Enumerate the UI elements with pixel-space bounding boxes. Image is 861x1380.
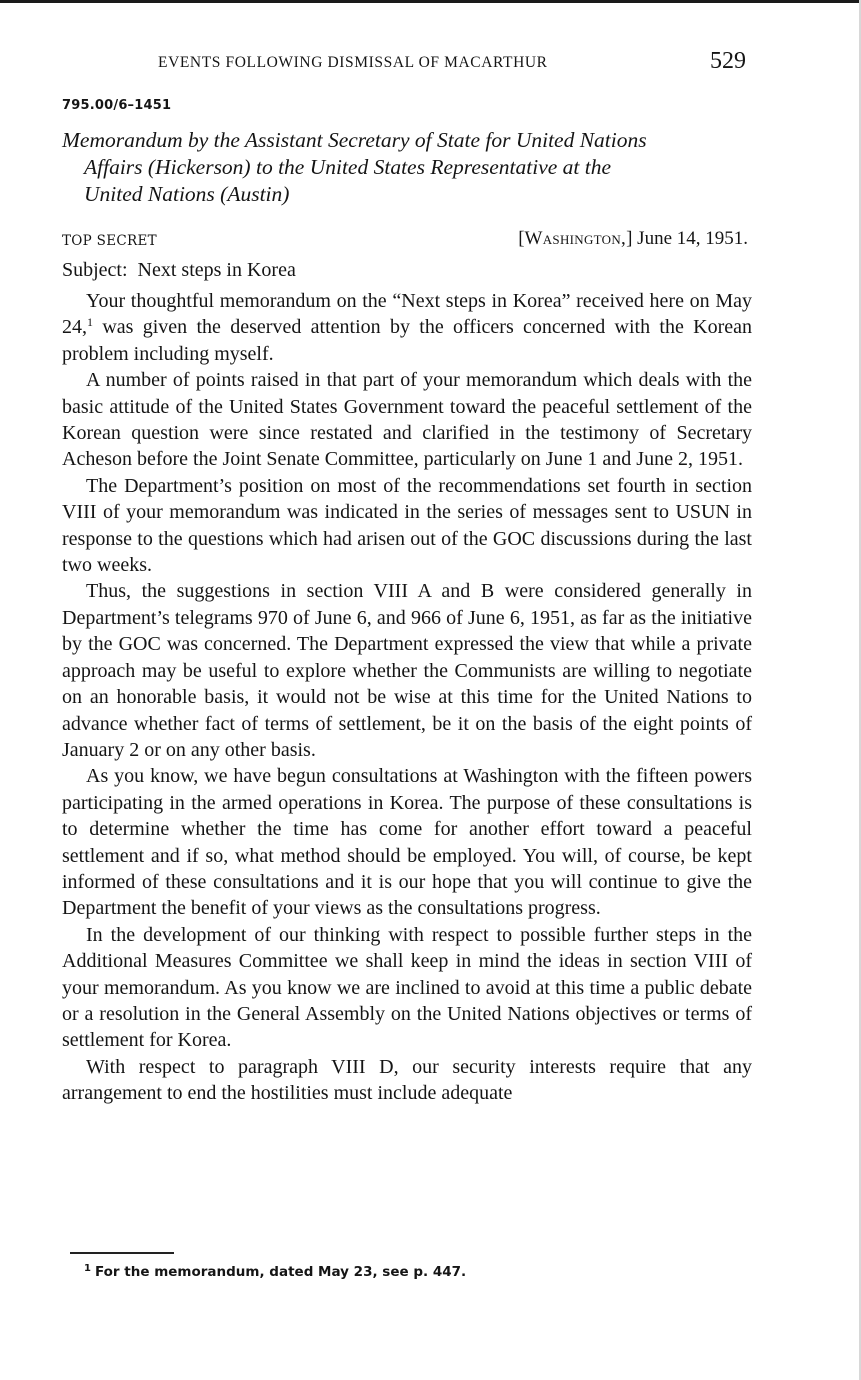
classification-dateline (62, 228, 752, 254)
dateline-place: Washington, (524, 228, 627, 249)
memo-title-line: Memorandum by the Assistant Secretary of State for United Nations (62, 128, 647, 152)
memo-title (62, 127, 752, 208)
dateline-bracket-open: [ (518, 228, 525, 249)
page-top-border (0, 0, 861, 3)
memo-body (62, 288, 752, 1107)
subject-text: Next steps in Korea (137, 259, 296, 281)
paragraph-text: was given the deserved attention by the officers concerned with the Korean problem including myself. (62, 316, 753, 365)
memo-title-line (62, 154, 752, 181)
body-paragraph: The Department’s position on most of the recommendations set fourth in section VIII of your memorandum was indicated in the series of messages sent to USUN in response to the questions which had arisen out of the GOC discussions during the last two weeks. (62, 474, 752, 577)
subject-label: Subject: (62, 259, 128, 281)
document-file-id: 795.00/6–1451 (62, 98, 172, 113)
body-paragraph: A number of points raised in that part of your memorandum which deals with the basic attitude of the United States Government toward the peaceful settlement of the Korean question were since restated and clarified in the testimony of Secretary Acheson before the Joint Senate Committee, particularly on June 1 and June 2, 1951. (62, 369, 752, 471)
dateline-date: June 14, 1951. (637, 228, 748, 249)
dateline-bracket-close: ] (626, 228, 633, 249)
classification-label: TOP SECRET (62, 233, 157, 249)
body-paragraph: In the development of our thinking with respect to possible further steps in the Additional Measures Committee we shall keep in mind the ideas in section VIII of your memorandum. As you know we are inclined to avoid at this time a public debate or a resolution in the General Assembly on the United Nations objectives or terms of settlement for Korea. (62, 923, 752, 1052)
title-text: Affairs (Hickerson) to the United States Representative at the (84, 155, 612, 179)
footnote-text: For the memorandum, dated May 23, see p. 447. (94, 1264, 467, 1280)
body-paragraph: As you know, we have begun consultations at Washington with the fifteen powers participating in the armed operations in Korea. The purpose of these consultations is to determine whether the time has come for another effort toward a peaceful settlement and if so, what method should be employed. You will, of course, be kept informed of these consultations and it is our hope that you will continue to give the Department the benefit of your views as the consultations progress. (62, 765, 752, 920)
footnote (84, 1263, 466, 1280)
body-paragraph: With respect to paragraph VIII D, our security interests require that any arrangement to end the hostilities must include adequate (62, 1055, 752, 1105)
subject-line (62, 259, 296, 282)
memo-title-line: United Nations (Austin) (84, 182, 290, 206)
footnote-marker: 1 (84, 1263, 91, 1274)
page-number: 529 (710, 48, 746, 74)
dateline (518, 228, 748, 250)
paragraph-text: Your thoughtful memorandum on the “Next steps in Korea” received here on May 24, (62, 290, 752, 339)
running-title: EVENTS FOLLOWING DISMISSAL OF MACARTHUR (158, 54, 548, 71)
body-paragraph: Thus, the suggestions in section VIII A and B were considered generally in Department’s telegrams 970 of June 6, and 966 of June 6, 1951, as far as the initiative by the GOC was concerned. The Department expressed the view that while a private approach may be useful to explore whether the Communists are willing to negotiate on an honorable basis, it would not be wise at this time for the United Nations to advance whether fact of terms of settlement, be it on the basis of the eight points of January 2 or on any other basis. (62, 580, 752, 761)
running-head (62, 48, 752, 80)
footnote-reference: 1 (87, 315, 93, 330)
body-paragraph (62, 288, 752, 367)
footnote-divider (70, 1252, 174, 1254)
